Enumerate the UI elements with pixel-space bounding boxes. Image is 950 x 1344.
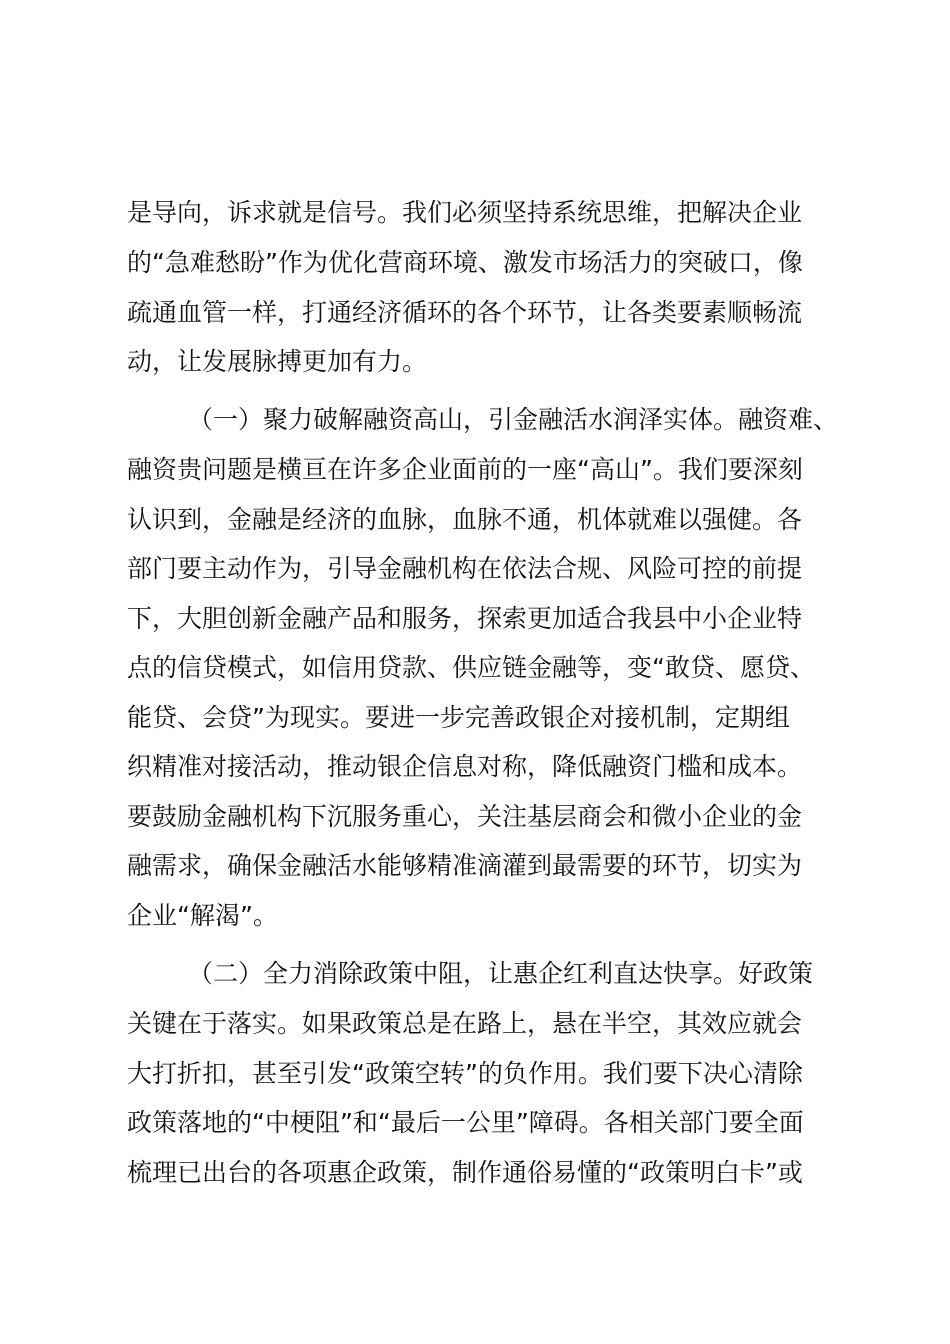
text-line: 政策落地的“中梗阻”和“最后一公里”障碍。各相关部门要全面 xyxy=(127,1108,804,1137)
text-line: 融需求，确保金融活水能够精准滴灌到最需要的环节，切实为 xyxy=(127,851,803,880)
text-line: 要鼓励金融机构下沉服务重心，关注基层商会和微小企业的金 xyxy=(127,802,803,831)
text-line: 下，大胆创新金融产品和服务，探索更加适合我县中小企业特 xyxy=(127,604,803,633)
text-line: 能贷、会贷”为现实。要进一步完善政银企对接机制，定期组 xyxy=(127,703,790,732)
paragraph-heading-1: （一）聚力破解融资高山，引金融活水润泽实体。融资难、 xyxy=(188,405,839,434)
paragraph-heading-2: （二）全力消除政策中阻，让惠企红利直达快享。好政策 xyxy=(188,959,814,988)
text-line: 认识到，金融是经济的血脉，血脉不通，机体就难以强健。各 xyxy=(127,505,803,534)
text-line: 融资贵问题是横亘在许多企业面前的一座“高山”。我们要深刻 xyxy=(127,455,803,484)
text-line: 疏通血管一样，打通经济循环的各个环节，让各类要素顺畅流 xyxy=(127,298,803,327)
text-line: 梳理已出台的各项惠企政策，制作通俗易懂的“政策明白卡”或 xyxy=(127,1158,803,1187)
text-line: 动，让发展脉搏更加有力。 xyxy=(127,347,428,376)
text-line: 企业“解渴”。 xyxy=(127,901,278,930)
text-line: 是导向，诉求就是信号。我们必须坚持系统思维，把解决企业 xyxy=(127,198,803,227)
text-line: 大打折扣，甚至引发“政策空转”的负作用。我们要下决心清除 xyxy=(127,1059,803,1088)
text-line: 的“急难愁盼”作为优化营商环境、激发市场活力的突破口，像 xyxy=(127,248,803,277)
text-line: 织精准对接活动，推动银企信息对称，降低融资门槛和成本。 xyxy=(127,752,803,781)
text-line: 点的信贷模式，如信用贷款、供应链金融等，变“敢贷、愿贷、 xyxy=(127,653,815,682)
text-line: 关键在于落实。如果政策总是在路上，悬在半空，其效应就会 xyxy=(127,1009,803,1038)
text-line: 部门要主动作为，引导金融机构在依法合规、风险可控的前提 xyxy=(127,554,803,583)
